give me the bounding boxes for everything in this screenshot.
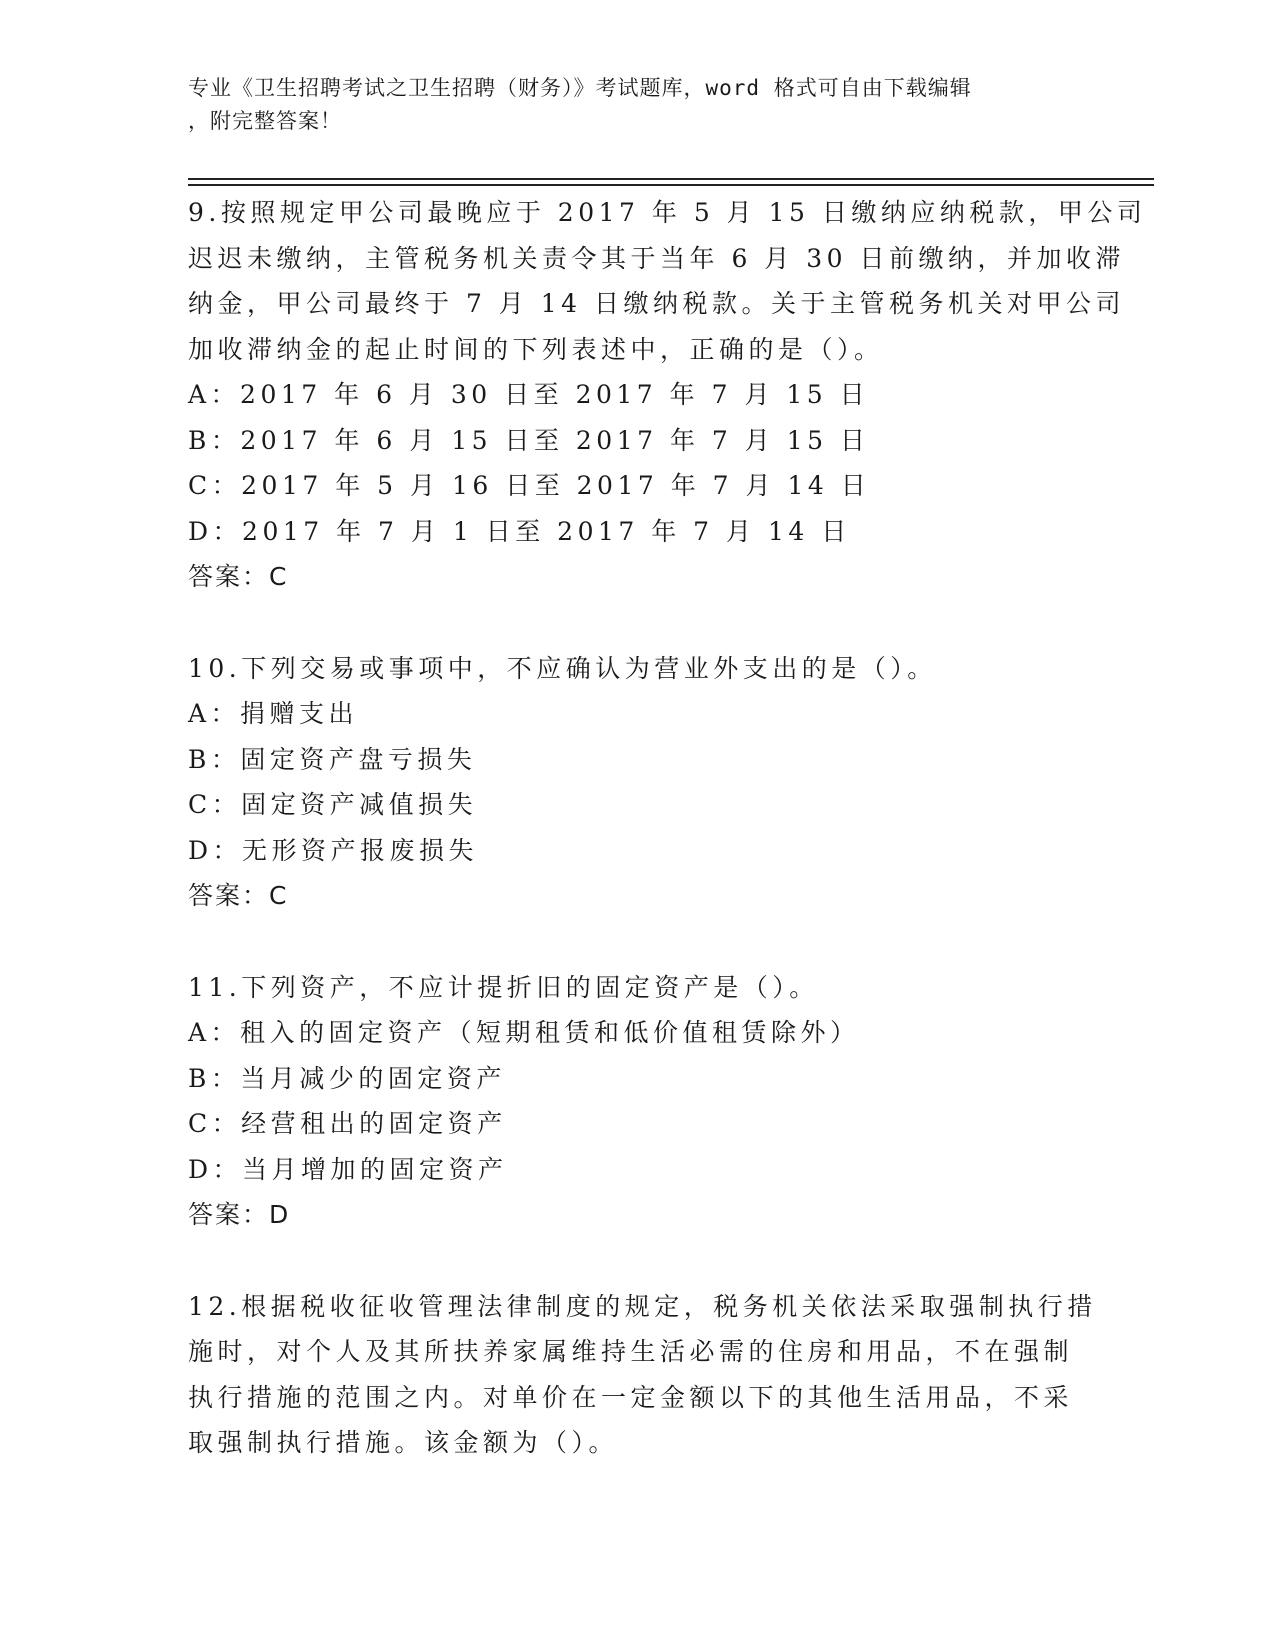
option-a: A：租入的固定资产（短期租赁和低价值租赁除外） [188, 1018, 860, 1047]
option-b: B：当月减少的固定资产 [188, 1063, 506, 1093]
answer-text: 答案：C [188, 881, 289, 910]
question-stem-line: 纳金，甲公司最终于 7 月 14 日缴纳税款。关于主管税务机关对甲公司 [188, 289, 1126, 318]
question-stem-line: 12.根据税收征收管理法律制度的规定，税务机关依法采取强制执行措 [188, 1291, 1097, 1321]
header-line-2: ，附完整答案！ [188, 109, 342, 133]
question-stem-line: 取强制执行措施。该金额为（）。 [188, 1428, 619, 1457]
question-stem-line: 10.下列交易或事项中，不应确认为营业外支出的是（）。 [188, 653, 937, 683]
option-a: A：捐赠支出 [188, 699, 359, 728]
option-a: A：2017 年 6 月 30 日至 2017 年 7 月 15 日 [188, 380, 870, 409]
header-line-1: 专业《卫生招聘考试之卫生招聘（财务）》考试题库，word 格式可自由下载编辑 [188, 76, 972, 100]
question-list [188, 190, 1147, 1512]
option-d: D：无形资产报废损失 [188, 835, 479, 865]
option-c: C：2017 年 5 月 16 日至 2017 年 7 月 14 日 [188, 471, 871, 500]
option-b: B：2017 年 6 月 15 日至 2017 年 7 月 15 日 [188, 425, 870, 455]
header-divider-top [188, 178, 1154, 180]
question-stem-line: 9.按照规定甲公司最晚应于 2017 年 5 月 15 日缴纳应纳税款，甲公司 [188, 198, 1147, 227]
question-stem-line: 迟迟未缴纳，主管税务机关责令其于当年 6 月 30 日前缴纳，并加收滞 [188, 243, 1126, 273]
option-b: B：固定资产盘亏损失 [188, 744, 477, 774]
option-d: D：当月增加的固定资产 [188, 1154, 508, 1184]
header-divider-bottom [188, 184, 1154, 186]
question-stem-line: 加收滞纳金的起止时间的下列表述中，正确的是（）。 [188, 334, 884, 364]
question-12 [188, 1284, 1097, 1466]
answer-text: 答案：D [188, 1200, 291, 1229]
question-9 [188, 190, 1147, 600]
question-stem-line: 施时，对个人及其所扶养家属维持生活必需的住房和用品，不在强制 [188, 1337, 1074, 1366]
option-c: C：经营租出的固定资产 [188, 1109, 507, 1138]
question-stem-line: 11.下列资产，不应计提折旧的固定资产是（）。 [188, 972, 819, 1002]
option-c: C：固定资产减值损失 [188, 790, 478, 819]
answer-text: 答案：C [188, 562, 289, 591]
document-header [188, 72, 1088, 138]
question-10 [188, 646, 1088, 919]
option-d: D：2017 年 7 月 1 日至 2017 年 7 月 14 日 [188, 516, 851, 546]
question-11 [188, 965, 1088, 1238]
question-stem-line: 执行措施的范围之内。对单价在一定金额以下的其他生活用品，不采 [188, 1382, 1074, 1412]
